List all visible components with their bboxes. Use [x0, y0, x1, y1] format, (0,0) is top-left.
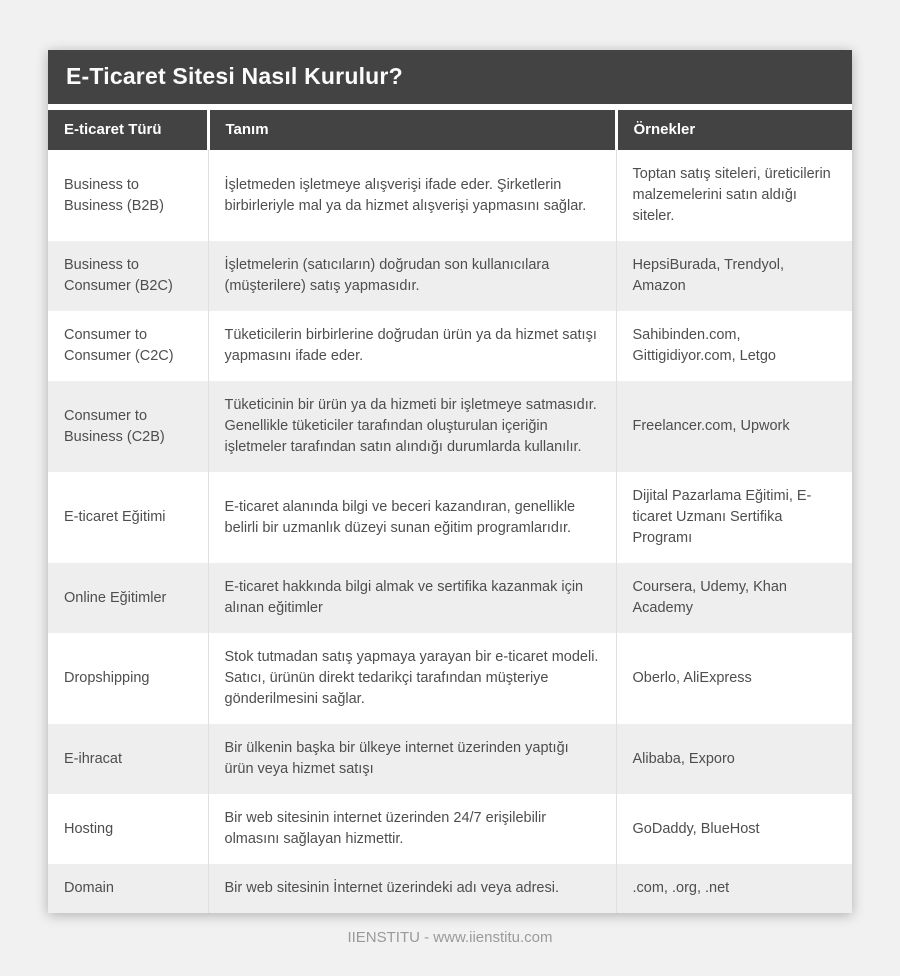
ecommerce-type-cell: Hosting: [48, 794, 208, 864]
definition-cell: İşletmelerin (satıcıların) doğrudan son kullanıcılara (müşterilere) satış yapmasıdır.: [208, 241, 616, 311]
infographic-card: [48, 50, 852, 913]
table-row: [48, 563, 852, 633]
card-title-bar: [48, 50, 852, 104]
table-row: [48, 724, 852, 794]
ecommerce-type-cell: Consumer to Consumer (C2C): [48, 311, 208, 381]
examples-cell: Sahibinden.com, Gittigidiyor.com, Letgo: [632, 327, 776, 365]
examples-cell: Freelancer.com, Upwork: [632, 418, 790, 435]
examples-cell: HepsiBurada, Trendyol, Amazon: [632, 257, 785, 295]
footer-credit: IIENSTITU - www.iienstitu.com: [347, 929, 553, 947]
table-row: [48, 150, 852, 241]
examples-cell: .com, .org, .net: [632, 880, 730, 897]
table-header-row: [48, 110, 852, 150]
page-title: E-Ticaret Sitesi Nasıl Kurulur?: [66, 63, 403, 89]
ecommerce-type-cell: Business to Business (B2B): [48, 150, 208, 241]
ecommerce-type-cell: Domain: [48, 864, 208, 913]
definition-cell: Bir web sitesinin internet üzerinden 24/7 erişilebilir olmasını sağlayan hizmettir.: [208, 794, 616, 864]
ecommerce-type-cell: E-ihracat: [48, 724, 208, 794]
definition-cell: E-ticaret hakkında bilgi almak ve sertifika kazanmak için alınan eğitimler: [208, 563, 616, 633]
table-row: [48, 794, 852, 864]
table-row: [48, 864, 852, 913]
definition-cell: Bir web sitesinin İnternet üzerindeki adı veya adresi.: [208, 864, 616, 913]
definition-cell: Bir ülkenin başka bir ülkeye internet üzerinden yaptığı ürün veya hizmet satışı: [208, 724, 616, 794]
ecommerce-types-table: [48, 110, 852, 913]
ecommerce-type-cell: Dropshipping: [48, 633, 208, 724]
definition-cell: Stok tutmadan satış yapmaya yarayan bir e-ticaret modeli. Satıcı, ürünün direkt tedarikçi tarafından müşteriye gönderilmesini sağlar.: [208, 633, 616, 724]
definition-cell: İşletmeden işletmeye alışverişi ifade eder. Şirketlerin birbirleriyle mal ya da hizmet alışverişi yapmasını sağlar.: [208, 150, 616, 241]
examples-cell: Oberlo, AliExpress: [632, 670, 752, 687]
ecommerce-type-cell: Business to Consumer (B2C): [48, 241, 208, 311]
ecommerce-type-cell: E-ticaret Eğitimi: [48, 472, 208, 563]
definition-cell: E-ticaret alanında bilgi ve beceri kazandıran, genellikle belirli bir uzmanlık düzeyi sunan eğitim programlarıdır.: [208, 472, 616, 563]
table-row: [48, 381, 852, 472]
examples-cell: Coursera, Udemy, Khan Academy: [632, 579, 787, 617]
ecommerce-type-cell: Online Eğitimler: [48, 563, 208, 633]
column-header-definition: Tanım: [208, 110, 616, 150]
examples-cell: Alibaba, Exporo: [632, 750, 735, 767]
definition-cell: Tüketicinin bir ürün ya da hizmeti bir işletmeye satmasıdır. Genellikle tüketiciler tarafından oluşturulan içeriğin işletmeler tarafından satın alındığı durumlarda kullanılır.: [208, 381, 616, 472]
table-row: [48, 311, 852, 381]
examples-cell: Toptan satış siteleri, üreticilerin malzemelerini satın aldığı siteler.: [632, 166, 831, 225]
table-row: [48, 241, 852, 311]
table-row: [48, 633, 852, 724]
definition-cell: Tüketicilerin birbirlerine doğrudan ürün ya da hizmet satışı yapmasını ifade eder.: [208, 311, 616, 381]
table-row: [48, 472, 852, 563]
column-header-ecommerce-type: E-ticaret Türü: [48, 110, 208, 150]
examples-cell: GoDaddy, BlueHost: [632, 820, 760, 837]
column-header-examples: Örnekler: [616, 110, 852, 150]
ecommerce-type-cell: Consumer to Business (C2B): [48, 381, 208, 472]
examples-cell: Dijital Pazarlama Eğitimi, E-ticaret Uzmanı Sertifika Programı: [632, 488, 812, 547]
